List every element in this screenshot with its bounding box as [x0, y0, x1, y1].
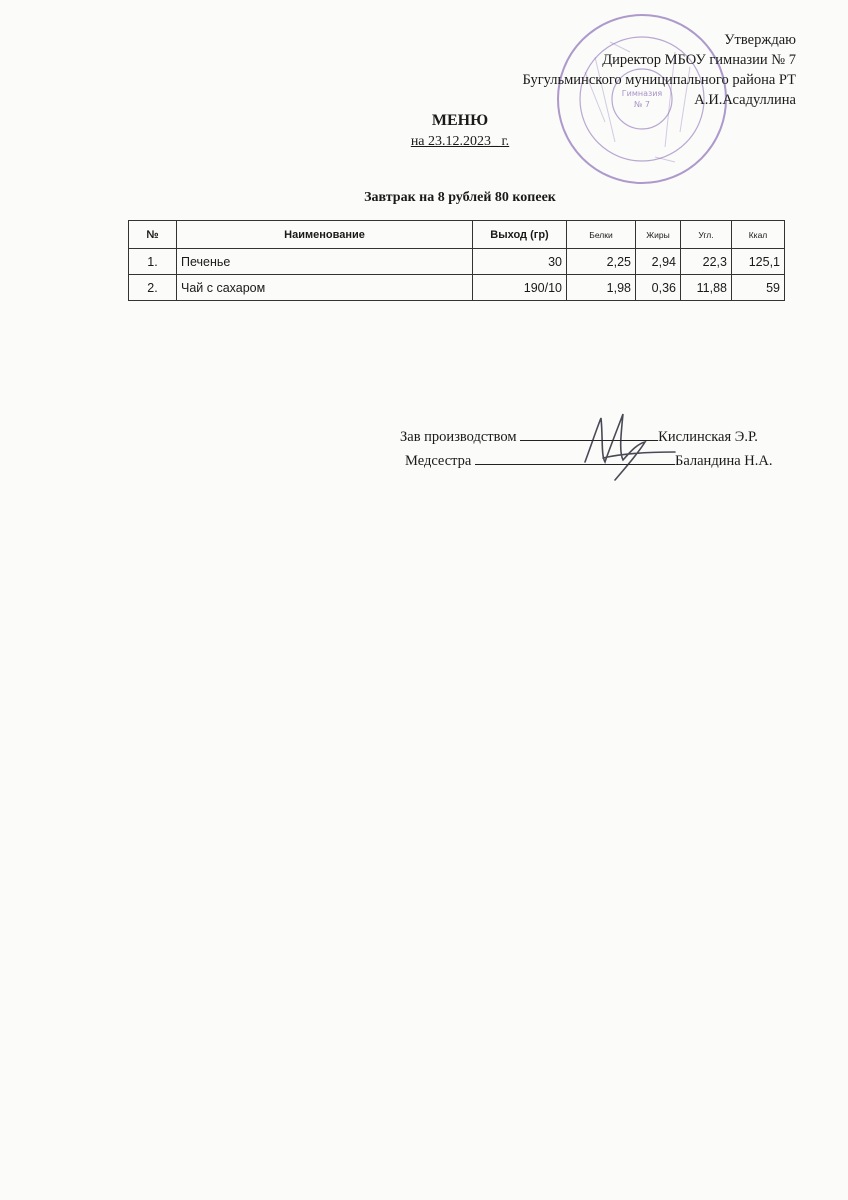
header-kcal: Ккал: [732, 221, 785, 249]
menu-date: [0, 134, 848, 150]
cell-fats: 2,94: [636, 249, 681, 275]
approval-line: А.И.Асадуллина: [694, 92, 796, 108]
cell-proteins: 1,98: [567, 275, 636, 301]
menu-date-text: на 23.12.2023_ г.: [410, 134, 510, 149]
production-label: Зав производством: [400, 429, 517, 445]
approval-block: [523, 30, 797, 110]
handwritten-signature: [575, 400, 685, 485]
cell-kcal: 125,1: [732, 249, 785, 275]
cell-proteins: 2,25: [567, 249, 636, 275]
table-header-row: [129, 221, 785, 249]
cell-output: 190/10: [473, 275, 567, 301]
table-row: [129, 249, 785, 275]
menu-table: [128, 220, 785, 301]
cell-carbs: 11,88: [681, 275, 732, 301]
cell-output: 30: [473, 249, 567, 275]
meal-title: Завтрак на 8 рублей 80 копеек: [364, 190, 556, 205]
production-name: Кислинская Э.Р.: [658, 429, 758, 445]
page-title: МЕНЮ: [431, 112, 489, 129]
cell-number: 1.: [129, 249, 177, 275]
nurse-label: Медсестра: [405, 453, 472, 469]
table-row: [129, 275, 785, 301]
header-carbs: Угл.: [681, 221, 732, 249]
header-name: Наименование: [177, 221, 473, 249]
header-fats: Жиры: [636, 221, 681, 249]
svg-text:№ 7: № 7: [634, 100, 650, 109]
header-proteins: Белки: [567, 221, 636, 249]
cell-carbs: 22,3: [681, 249, 732, 275]
cell-number: 2.: [129, 275, 177, 301]
svg-text:Гимназия: Гимназия: [621, 89, 663, 98]
cell-name: Печенье: [177, 249, 473, 275]
cell-name: Чай с сахаром: [177, 275, 473, 301]
approval-line: Бугульминского муниципального района РТ: [522, 72, 796, 88]
header-number: №: [129, 221, 177, 249]
nurse-name: Баландина Н.А.: [675, 453, 773, 469]
approval-line: Утверждаю: [724, 32, 796, 48]
approval-line: Директор МБОУ гимназии № 7: [602, 52, 796, 68]
cell-fats: 0,36: [636, 275, 681, 301]
cell-kcal: 59: [732, 275, 785, 301]
header-output: Выход (гр): [473, 221, 567, 249]
